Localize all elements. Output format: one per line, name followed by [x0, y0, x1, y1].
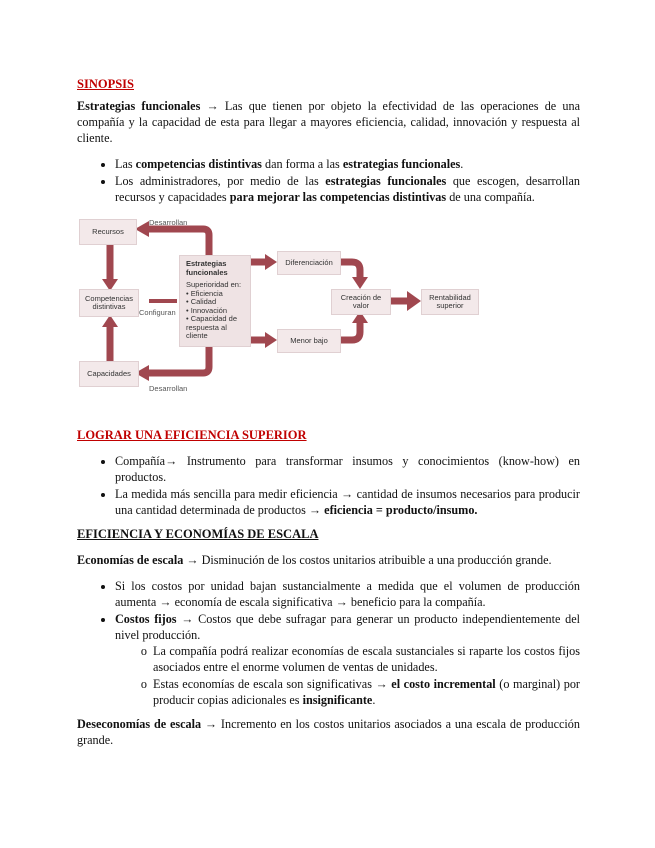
term-estrategias: Estrategias funcionales	[77, 99, 201, 113]
center-item: • Innovación	[186, 305, 227, 315]
heading-sinopsis: SINOPSIS	[77, 77, 134, 91]
bullet-list-eficiencia	[77, 453, 580, 518]
arrow-head	[135, 221, 149, 237]
bullet-list-escala	[77, 578, 580, 708]
arrow-desarrollan-top	[149, 229, 209, 257]
arrow-head	[352, 277, 368, 289]
heading-eficiencia: LOGRAR UNA EFICIENCIA SUPERIOR	[77, 428, 307, 442]
arrow-head	[265, 332, 277, 348]
list-item: • Si los costos por unidad bajan sustancialmente a medida que el volumen de producción aumenta → economía de escala significativa → beneficio para la compañía.	[115, 578, 580, 610]
box-diferenciacion: Diferenciación	[277, 251, 341, 275]
sub-list	[115, 643, 580, 708]
list-item: • Costos fijos → Costos que debe sufragar para generar un producto independientemente del nivel producción. o La compañía podrá realizar economías de escala sustanciales si raparte los costos fijos asociados entre el enorme volumen de ventas de unidades. o Estas economías de escala son significativas → el costo incremental (o marginal) por producir copias adicionales es insignificante.	[115, 611, 580, 708]
box-rentabilidad: Rentabilidad superior	[421, 289, 479, 315]
label-configuran: Configuran	[139, 308, 176, 317]
arrow-dif-creacion	[339, 262, 360, 277]
label-desarrollan-top: Desarrollan	[149, 218, 188, 227]
heading-escala: EFICIENCIA Y ECONOMÍAS DE ESCALA	[77, 527, 319, 541]
box-competencias: Competencias distintivas	[79, 289, 139, 317]
list-item: • Las competencias distintivas dan forma a las estrategias funcionales.	[115, 156, 580, 172]
sub-list-item: o La compañía podrá realizar economías de escala sustanciales si raparte los costos fijos asociados entre el enorme volumen de ventas de unidades.	[153, 643, 580, 675]
box-recursos: Recursos	[79, 219, 137, 245]
center-item: • Capacidad de respuesta al cliente	[186, 314, 237, 340]
arrow-glyph: →	[206, 99, 219, 113]
box-capacidades: Capacidades	[79, 361, 139, 387]
arrow-menor-creacion	[339, 323, 360, 340]
list-item: • La medida más sencilla para medir eficiencia → cantidad de insumos necesarios para producir una cantidad determinada de productos → eficiencia = producto/insumo.	[115, 486, 580, 518]
list-item: • Los administradores, por medio de las estrategias funcionales que escogen, desarrollan recursos y capacidades para mejorar las competencias distintivas de una compañía.	[115, 173, 580, 205]
bullet-list-sinopsis	[77, 156, 580, 205]
center-subtitle: Superioridad en:	[186, 280, 242, 289]
label-desarrollan-bottom: Desarrollan	[149, 384, 188, 393]
arrow-head	[265, 254, 277, 270]
center-item: • Eficiencia	[186, 288, 223, 298]
sub-list-item: o Estas economías de escala son significativas → el costo incremental (o marginal) por producir copias adicionales es insignificante.	[153, 676, 580, 708]
center-title: Estrategias funcionales	[186, 259, 228, 277]
paragraph-estrategias	[77, 98, 580, 146]
definition-text: Las que tienen por objeto la efectividad de las operaciones de una compañía y la capacidad de esta para llegar a mayores eficiencia, calidad, innovación y respuesta al cliente.	[77, 99, 580, 145]
paragraph-deseconomias: Deseconomías de escala → Incremento en los costos unitarios asociados a una escala de producción grande.	[77, 717, 580, 747]
paragraph-economias: Economías de escala → Disminución de los costos unitarios atribuible a una producción grande.	[77, 553, 552, 567]
document-page	[77, 76, 580, 758]
center-item: • Calidad	[186, 297, 217, 306]
arrow-head	[407, 291, 421, 311]
strategy-diagram	[77, 215, 580, 395]
box-creacion-valor: Creación de valor	[331, 289, 391, 315]
box-menor-bajo: Menor bajo	[277, 329, 341, 353]
list-item: • Compañía→ Instrumento para transformar insumos y conocimientos (know-how) en productos.	[115, 453, 580, 485]
box-estrategias-funcionales	[179, 255, 251, 347]
